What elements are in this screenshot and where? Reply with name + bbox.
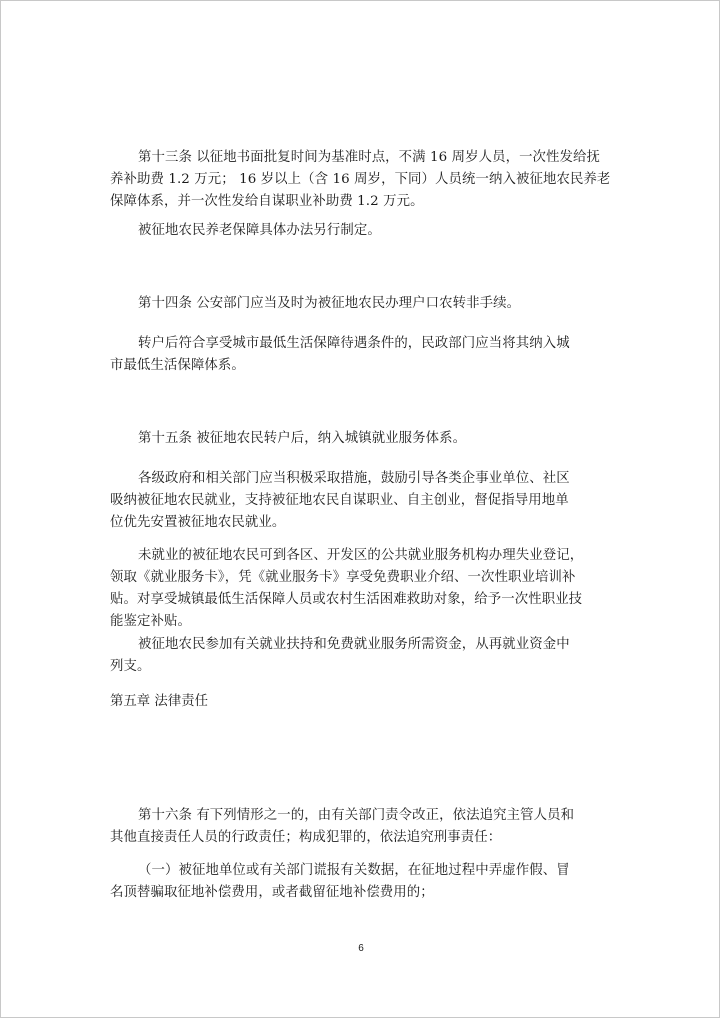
paragraph-line: 转户后符合享受城市最低生活保障待遇条件的，民政部门应当将其纳入城 <box>138 336 570 351</box>
paragraph-line: 能鉴定补贴。 <box>110 614 191 629</box>
paragraph-line: 各级政府和相关部门应当积极采取措施，鼓励引导各类企事业单位、社区 <box>138 471 570 486</box>
paragraph-line: 被征地农民参加有关就业扶持和免费就业服务所需资金，从再就业资金中 <box>138 637 570 652</box>
paragraph-line: 领取《就业服务卡》，凭《就业服务卡》享受免费职业介绍、一次性职业培训补 <box>110 570 576 585</box>
paragraph-article-16 <box>110 805 610 849</box>
paragraph-article-15 <box>110 428 610 450</box>
page-number: 6 <box>358 943 364 954</box>
chapter-heading: 第五章 法律责任 <box>110 694 208 709</box>
paragraph-line: 第十四条 公安部门应当及时为被征地农民办理户口农转非手续。 <box>138 296 521 311</box>
paragraph-line: 第十六条 有下列情形之一的，由有关部门责令改正，依法追究主管人员和 <box>138 808 575 823</box>
paragraph-article-15-para-4 <box>110 634 610 678</box>
paragraph-article-15-para-3 <box>110 545 610 633</box>
paragraph-line: 列支。 <box>110 659 151 674</box>
paragraph-article-16-item-1 <box>110 860 610 904</box>
paragraph-line: 被征地农民养老保障具体办法另行制定。 <box>138 223 381 238</box>
paragraph-line: 市最低生活保障体系。 <box>110 358 245 373</box>
paragraph-line: 第十五条 被征地农民转户后，纳入城镇就业服务体系。 <box>138 431 467 446</box>
paragraph-line: 贴。对享受城镇最低生活保障人员或农村生活困难救助对象，给予一次性职业技 <box>110 592 583 607</box>
paragraph-article-13-note <box>110 220 610 242</box>
paragraph-line: 养补助费 1.2 万元； 16 岁以上（含 16 周岁，下同）人员统一纳入被征地农民养老 <box>110 172 611 187</box>
paragraph-article-15-para-2 <box>110 468 610 534</box>
paragraph-line: 第十三条 以征地书面批复时间为基准时点，不满 16 周岁人员，一次性发给抚 <box>138 150 601 165</box>
paragraph-line: 吸纳被征地农民就业，支持被征地农民自谋职业、自主创业，督促指导用地单 <box>110 493 569 508</box>
paragraph-line: 未就业的被征地农民可到各区、开发区的公共就业服务机构办理失业登记， <box>138 548 584 563</box>
paragraph-article-14-para-2 <box>110 333 610 377</box>
paragraph-line: （一）被征地单位或有关部门谎报有关数据，在征地过程中弄虚作假、冒 <box>138 863 570 878</box>
paragraph-line: 名顶替骗取征地补偿费用，或者截留征地补偿费用的； <box>110 885 434 900</box>
paragraph-line: 位优先安置被征地农民就业。 <box>110 515 286 530</box>
paragraph-article-13 <box>110 147 610 213</box>
paragraph-line: 保障体系，并一次性发给自谋职业补助费 1.2 万元。 <box>110 194 424 209</box>
paragraph-line: 其他直接责任人员的行政责任；构成犯罪的，依法追究刑事责任： <box>110 830 502 845</box>
paragraph-article-14 <box>110 293 610 315</box>
